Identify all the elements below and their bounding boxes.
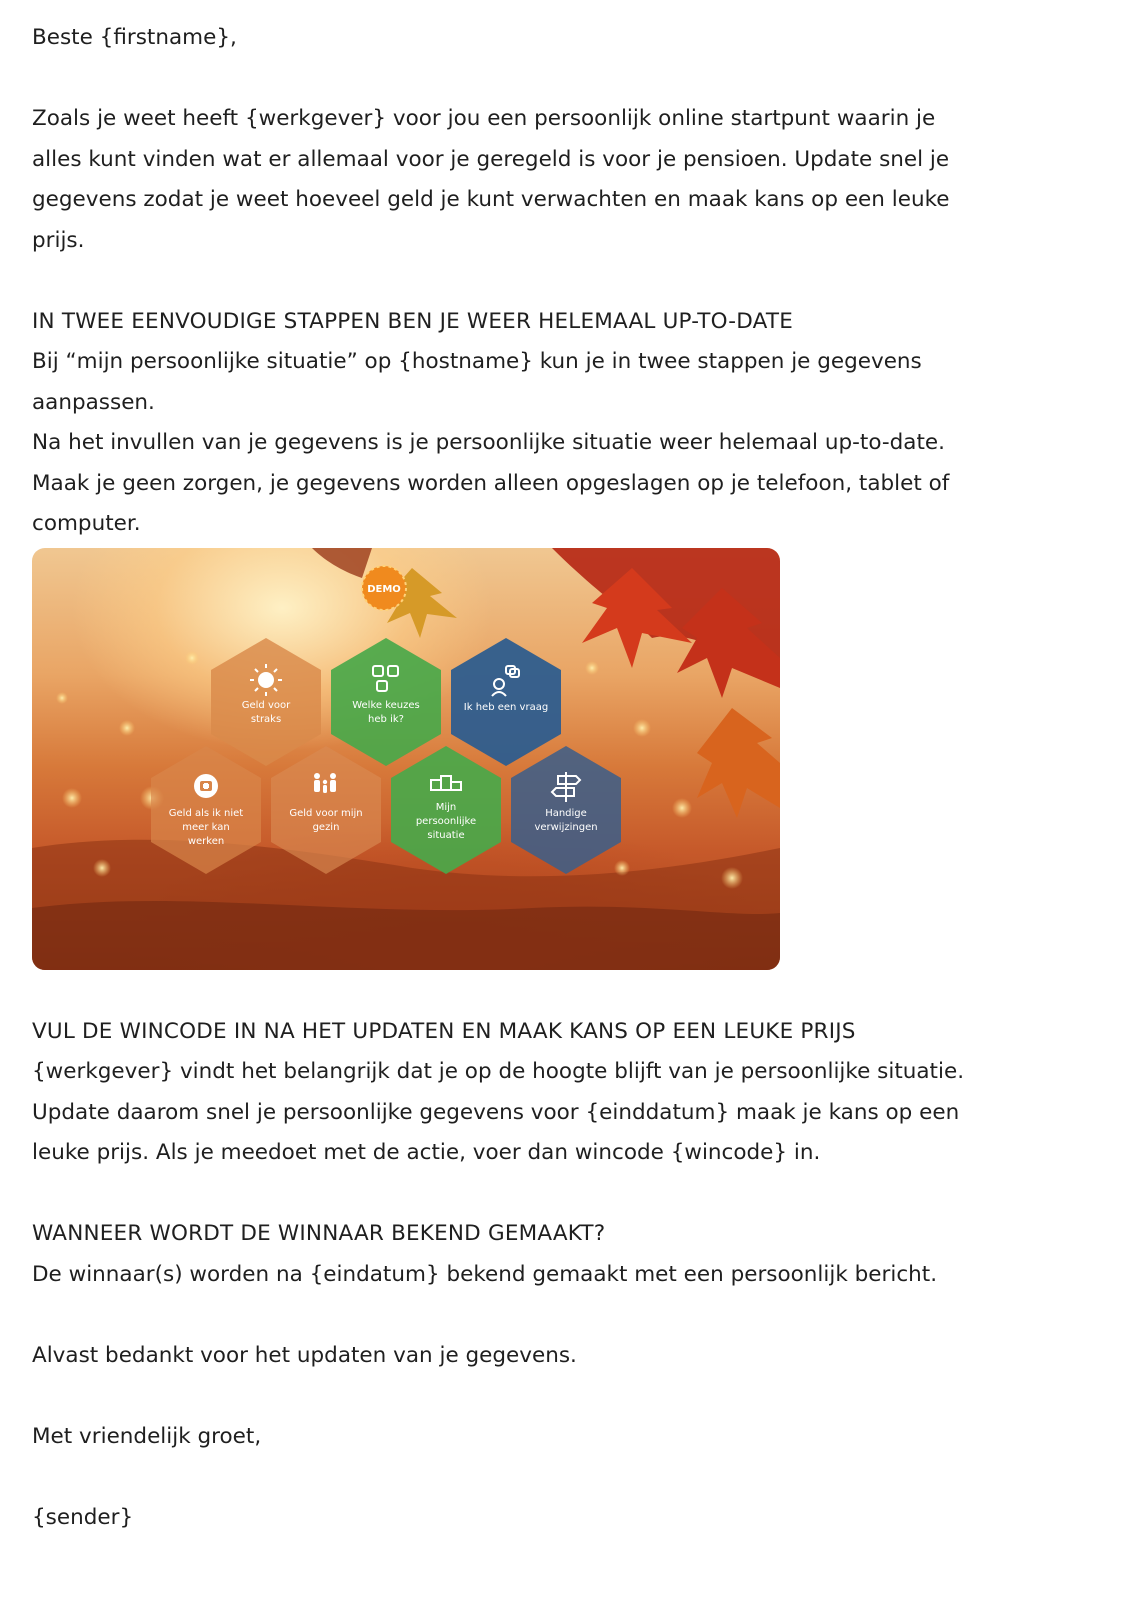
thanks-line: Alvast bedankt voor het updaten van je gegevens. (32, 1342, 577, 1368)
intro-paragraph (32, 99, 1092, 261)
tile-label: Handige (545, 807, 587, 819)
tile-ik-heb-een-vraag (451, 638, 561, 766)
steps-line: Bij “mijn persoonlijke situatie” op {hostname} kun je in twee stappen je gegevens (32, 349, 922, 374)
medical-bag-icon (194, 774, 218, 798)
tile-label: straks (250, 713, 282, 725)
tile-handige-verwijzingen (511, 746, 621, 874)
tile-label: situatie (427, 829, 465, 841)
tile-label: Geld voor (241, 699, 291, 711)
autumn-leaves (32, 548, 780, 970)
hero-illustration (32, 548, 780, 970)
tile-label: werken (187, 835, 225, 847)
wincode-line: Update daarom snel je persoonlijke gegevens voor {einddatum} maak je kans op een (32, 1099, 960, 1125)
intro-line: Zoals je weet heeft {werkgever} voor jou een persoonlijk online startpunt waarin je (32, 106, 936, 131)
winner-section (32, 1214, 1092, 1295)
tile-mijn-persoonlijke-situatie (391, 746, 501, 874)
winner-heading: WANNEER WORDT DE WINNAAR BEKEND GEMAAKT? (32, 1221, 606, 1246)
steps-line: computer. (32, 511, 141, 536)
tile-label: Ik heb een vraag (463, 701, 549, 713)
hero-image (32, 548, 780, 970)
signature: {sender} (32, 1504, 134, 1530)
tile-label: gezin (312, 821, 340, 833)
tile-label: heb ik? (368, 713, 404, 725)
steps-line: Na het invullen van je gegevens is je persoonlijke situatie weer helemaal up-to-date. (32, 430, 945, 455)
intro-line: alles kunt vinden wat er allemaal voor je geregeld is voor je pensioen. Update snel je (32, 146, 950, 172)
tile-label: persoonlijke (415, 815, 477, 827)
intro-line: gegevens zodat je weet hoeveel geld je kunt verwachten en maak kans op een leuke (32, 187, 950, 212)
winner-line: De winnaar(s) worden na {eindatum} bekend gemaakt met een persoonlijk bericht. (32, 1261, 938, 1287)
demo-badge (362, 566, 406, 610)
tile-label: Geld voor mijn (289, 807, 363, 819)
tile-label: Welke keuzes (352, 699, 420, 711)
tile-geld-voor-straks (211, 638, 321, 766)
wincode-heading: VUL DE WINCODE IN NA HET UPDATEN EN MAAK KANS OP EEN LEUKE PRIJS (32, 1018, 856, 1044)
tile-label: verwijzingen (534, 821, 598, 833)
steps-line: aanpassen. (32, 389, 155, 415)
tile-label: Mijn (435, 801, 457, 813)
tile-welke-keuzes (331, 638, 441, 766)
tile-label: meer kan (182, 821, 230, 833)
steps-line: Maak je geen zorgen, je gegevens worden alleen opgeslagen op je telefoon, tablet of (32, 470, 950, 496)
wincode-line: leuke prijs. Als je meedoet met de actie, voer dan wincode {wincode} in. (32, 1140, 821, 1165)
tile-label: Geld als ik niet (168, 807, 244, 819)
greeting: Beste {firstname}, (32, 25, 237, 50)
steps-heading: IN TWEE EENVOUDIGE STAPPEN BEN JE WEER HELEMAAL UP-TO-DATE (32, 308, 793, 334)
email-body (32, 18, 1092, 1538)
demo-badge-label: DEMO (367, 583, 401, 595)
intro-line: prijs. (32, 227, 85, 253)
closing-line: Met vriendelijk groet, (32, 1423, 262, 1449)
wincode-line: {werkgever} vindt het belangrijk dat je op de hoogte blijft van je persoonlijke situatie. (32, 1059, 965, 1084)
wincode-section (32, 1012, 1092, 1174)
steps-section (32, 302, 1092, 545)
